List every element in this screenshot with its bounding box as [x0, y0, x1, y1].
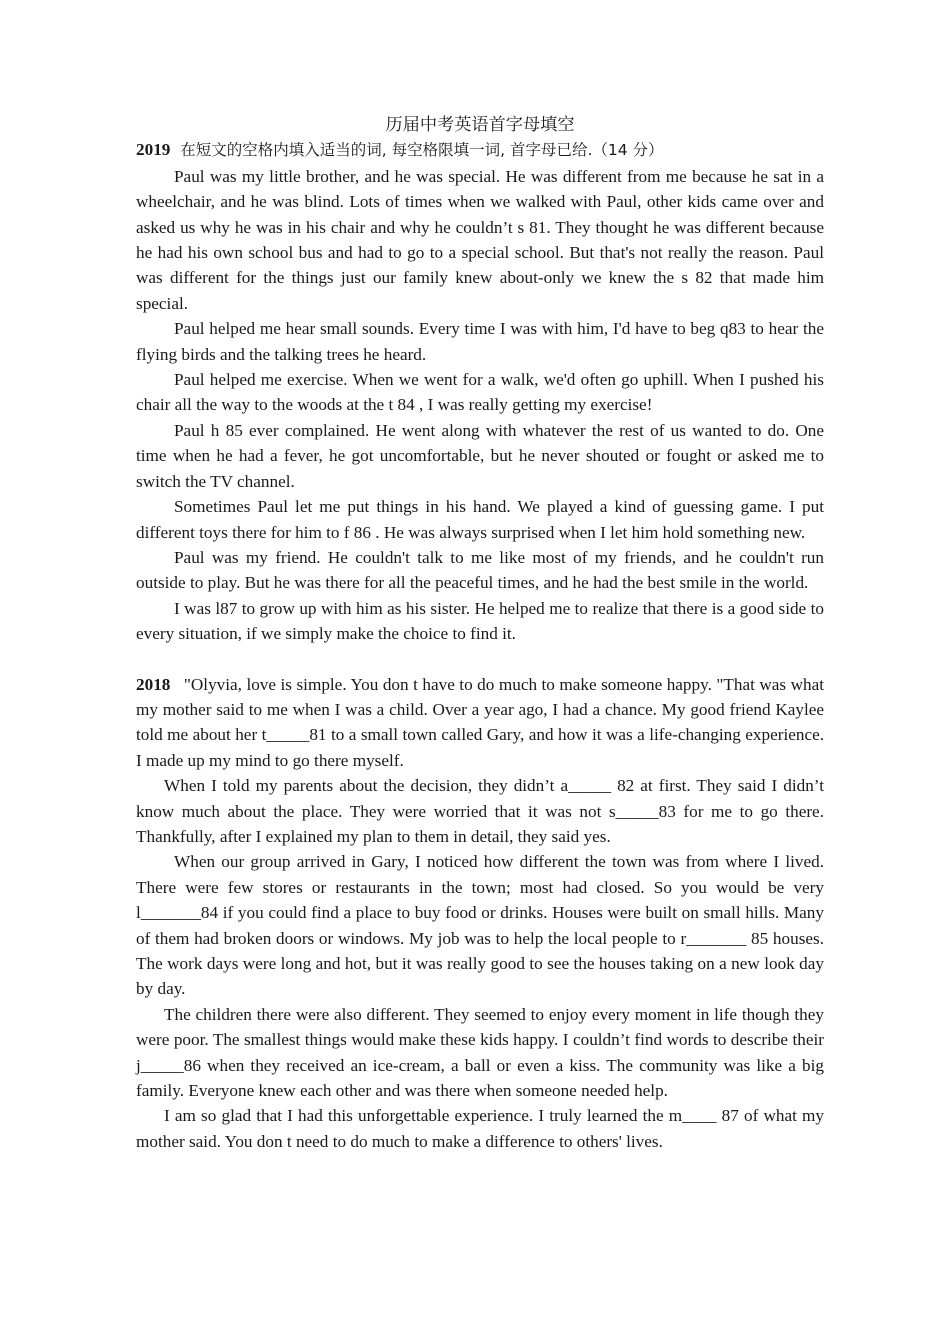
section-2018-year: 2018	[136, 674, 171, 694]
paragraph-2018-4: The children there were also different. They seemed to enjoy every moment in life though they were poor. The smallest things would make these kids happy. I couldn’t find words to describe their j_____86 when they received an ice-cream, a ball or even a kiss. The community was like a big family. Everyone knew each other and was there when someone needed help.	[136, 1004, 824, 1101]
section-2019-heading	[136, 137, 824, 163]
paragraph-2018-5: I am so glad that I had this unforgettable experience. I truly learned the m____ 87 of what my mother said. You don t need to do much to make a difference to others' lives.	[136, 1106, 824, 1151]
document-title: 历届中考英语首字母填空	[385, 115, 575, 134]
paragraph-2018-1	[136, 672, 824, 774]
paragraph-2019-3: Paul helped me exercise. When we went for a walk, we'd often go uphill. When I pushed his chair all the way to the woods at the t 84 , I was really getting my exercise!	[136, 370, 824, 415]
paragraph-2019-7: I was l87 to grow up with him as his sister. He helped me to realize that there is a good side to every situation, if we simply make the choice to find it.	[136, 598, 824, 644]
paragraph-2019-1: Paul was my little brother, and he was special. He was different from me because he sat in a wheelchair, and he was blind. Lots of times when we walked with Paul, other kids came over and asked us why he was in his chair and why he couldn’t s 81. They thought he was different because he had his own school bus and had to go to a special school. But that's not really the reason. Paul was different for the things just our family knew about-only we knew the s 82 that made him special.	[136, 166, 824, 313]
paragraph-2019-5: Sometimes Paul let me put things in his hand. We played a kind of guessing game. I put different toys there for him to f 86 . He was always surprised when I let him hold something new.	[136, 497, 824, 542]
section-2019-instruction: 在短文的空格内填入适当的词, 每空格限填一词, 首字母已给.（14 分）	[180, 141, 664, 160]
paragraph-2018-3: When our group arrived in Gary, I noticed how different the town was from where I lived. There were few stores or restaurants in the town; most had closed. So you would be very l_______84 if you could find a place to buy food or drinks. Houses were built on small hills. Many of them had broken doors or windows. My job was to help the local people to r_______ 85 houses. The work days were long and hot, but it was really good to see the houses taking on a new look day by day.	[136, 852, 824, 999]
paragraph-2018-1-text: "Olyvia, love is simple. You don t have to do much to make someone happy. "That was what my mother said to me when I was a child. Over a year ago, I had a chance. My good friend Kaylee told me about her t_____81 to a small town called Gary, and how it was a life-changing experience. I made up my mind to go there myself.	[136, 674, 825, 770]
section-2019-year: 2019	[136, 140, 171, 160]
paragraph-2019-6: Paul was my friend. He couldn't talk to me like most of my friends, and he couldn't run outside to play. But he was there for all the peaceful times, and he had the best smile in the world.	[136, 547, 824, 593]
paragraph-2019-2: Paul helped me hear small sounds. Every time I was with him, I'd have to beg q83 to hear the flying birds and the talking trees he heard.	[136, 319, 824, 364]
paragraph-2019-4: Paul h 85 ever complained. He went along with whatever the rest of us wanted to do. One time when he had a fever, he got uncomfortable, but he never shouted or fought or asked me to switch the TV channel.	[136, 420, 824, 491]
document-page	[136, 112, 824, 1154]
paragraph-2018-2: When I told my parents about the decision, they didn’t a_____ 82 at first. They said I didn’t know much about the place. They were worried that it was not s_____83 for me to go there. Thankfully, after I explained my plan to them in detail, they said yes.	[136, 776, 824, 846]
section-spacer	[136, 647, 824, 672]
